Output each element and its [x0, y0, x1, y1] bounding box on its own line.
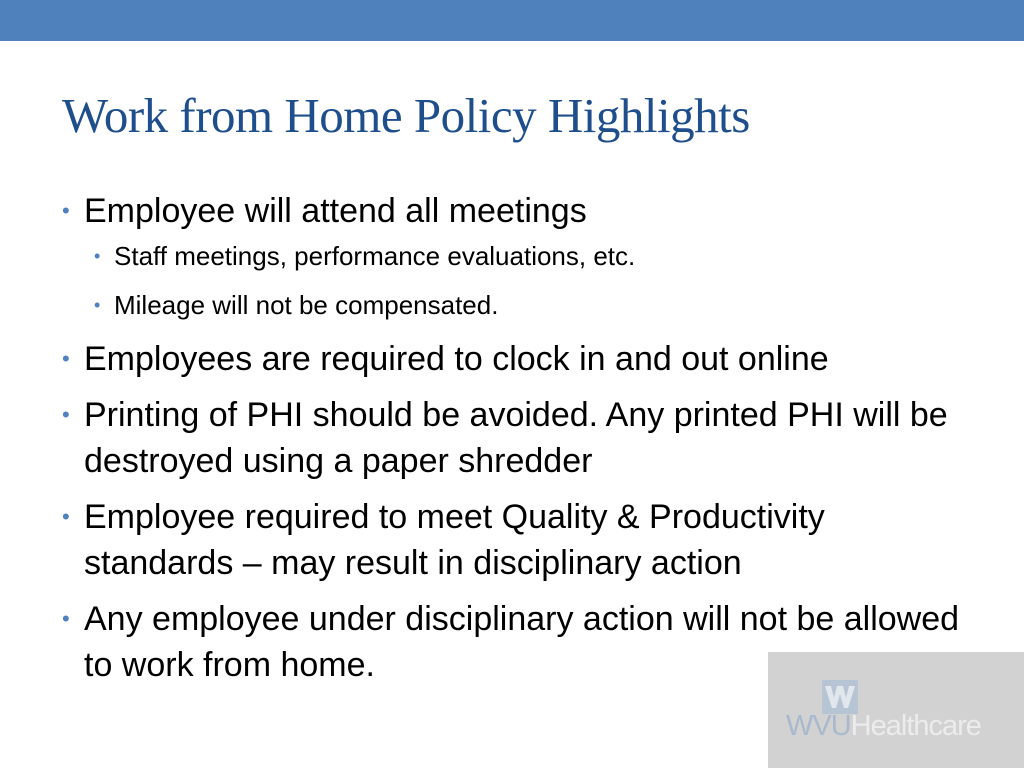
- bullet-dot-icon: •: [94, 246, 101, 266]
- sub-bullet-item: [94, 238, 982, 274]
- bullet-dot-icon: •: [62, 198, 70, 223]
- top-accent-bar: [0, 0, 1024, 41]
- bullet-text: Any employee under disciplinary action will not be allowed to work from home.: [84, 600, 960, 684]
- logo-wordmark: [786, 710, 981, 743]
- bullet-text: Employee will attend all meetings: [84, 192, 587, 230]
- sub-bullet-text: Staff meetings, performance evaluations, etc.: [114, 241, 636, 271]
- bullet-text: Employee required to meet Quality & Productivity standards – may result in disciplinary action: [84, 498, 825, 582]
- wv-flying-wv-icon: [822, 680, 858, 714]
- bullet-item: [62, 188, 982, 234]
- sub-bullet-item: [94, 287, 982, 323]
- logo-text-wvu: WVU: [786, 710, 851, 742]
- bullet-dot-icon: •: [62, 504, 70, 529]
- bullet-text: Employees are required to clock in and out online: [84, 340, 829, 378]
- bullet-dot-icon: •: [94, 295, 101, 315]
- bullet-dot-icon: •: [62, 606, 70, 631]
- bullet-list: [62, 188, 982, 698]
- bullet-item: [62, 336, 982, 382]
- sub-bullet-text: Mileage will not be compensated.: [114, 290, 499, 320]
- bullet-dot-icon: •: [62, 346, 70, 371]
- bullet-item: [62, 392, 982, 484]
- bullet-text: Printing of PHI should be avoided. Any printed PHI will be destroyed using a paper shredder: [84, 396, 948, 480]
- bullet-dot-icon: •: [62, 402, 70, 427]
- logo-text-healthcare: Healthcare: [850, 710, 981, 742]
- wvu-healthcare-logo: [768, 652, 1024, 768]
- bullet-item: [62, 494, 982, 586]
- slide-title: Work from Home Policy Highlights: [62, 88, 750, 143]
